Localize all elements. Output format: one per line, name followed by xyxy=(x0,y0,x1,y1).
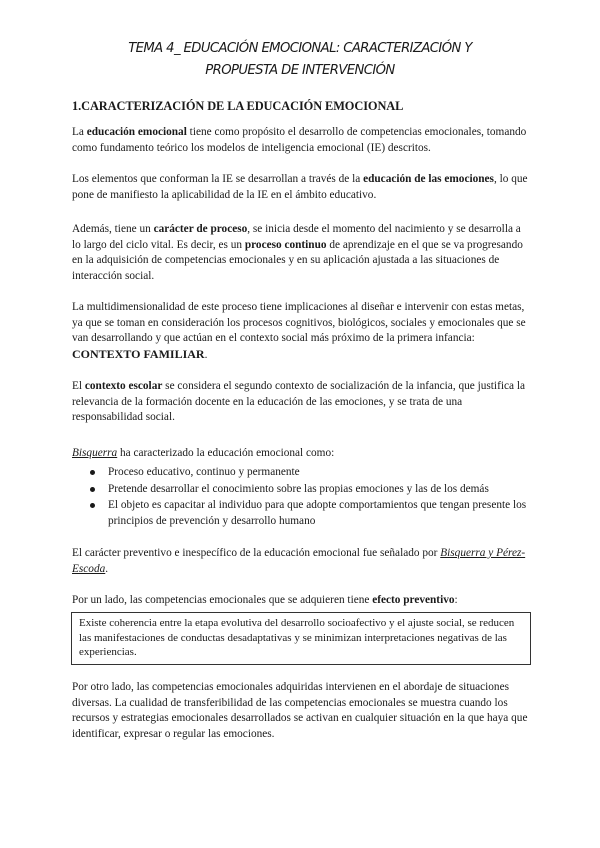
paragraph-8: Por un lado, las competencias emocionales que se adquieren tiene efecto preventivo: xyxy=(72,594,458,606)
author-reference: Bisquerra y Pérez-Escoda xyxy=(72,547,526,575)
paragraph-1: La educación emocional tiene como propósito el desarrollo de competencias emocionales, tomando como fundamento teórico los modelos de inteligencia emocional (IE) descritos. xyxy=(72,126,527,154)
list-item: Proceso educativo, continuo y permanente xyxy=(72,465,532,481)
bold-term: proceso continuo xyxy=(244,238,327,251)
bullet-icon xyxy=(90,470,95,475)
title-line-1: TEMA 4_ EDUCACIÓN EMOCIONAL: CARACTERIZACIÓN Y xyxy=(128,41,472,56)
bold-term: efecto preventivo xyxy=(372,594,455,606)
paragraph-6: Bisquerra ha caracterizado la educación emocional como: xyxy=(72,447,335,459)
author-reference: Bisquerra xyxy=(72,447,118,459)
section-heading: 1.CARACTERIZACIÓN DE LA EDUCACIÓN EMOCIONAL xyxy=(72,99,404,113)
title-line-2: PROPUESTA DE INTERVENCIÓN xyxy=(205,63,395,78)
bold-term: educación de las emociones xyxy=(363,173,494,185)
paragraph-4: La multidimensionalidad de este proceso tiene implicaciones al diseñar e intervenir con estas metas, ya que se toman en consideración los procesos cognitivos, biológicos, sociales y emocionales que se van desarrollando y que actúan en el contexto social más próximo de la primera infancia: CONTEXTO FAMILIAR. xyxy=(72,301,526,361)
paragraph-2: Los elementos que conforman la IE se desarrollan a través de la educación de las emociones, lo que pone de manifiesto la aplicabilidad de la IE en el ámbito educativo. xyxy=(72,173,528,201)
page-title xyxy=(60,38,540,82)
paragraph-7: El carácter preventivo e inespecífico de la educación emocional fue señalado por Bisquerra y Pérez-Escoda. xyxy=(72,547,526,575)
bullet-icon xyxy=(90,503,95,508)
paragraph-5: El contexto escolar se considera el segundo contexto de socialización de la infancia, que justifica la relevancia de la formación docente en la educación de las emociones, y se trata de una responsabilidad social. xyxy=(72,380,525,424)
list-item: Pretende desarrollar el conocimiento sobre las propias emociones y las de los demás xyxy=(72,482,532,498)
bold-term: contexto escolar xyxy=(84,380,163,392)
bold-term: CONTEXTO FAMILIAR xyxy=(72,346,205,361)
boxed-note: Existe coherencia entre la etapa evolutiva del desarrollo socioafectivo y el ajuste social, se reducen las manifestaciones de conductas desadaptativas y se minimizan interpretaciones negativas de las experiencias. xyxy=(71,612,531,665)
bold-term: educación emocional xyxy=(86,126,187,138)
list-item: El objeto es capacitar al individuo para que adopte comportamientos que tengan presente los principios de prevención y desarrollo humano xyxy=(72,498,532,529)
paragraph-3: Además, tiene un carácter de proceso, se inicia desde el momento del nacimiento y se desarrolla a lo largo del ciclo vital. Es decir, es un proceso continuo de aprendizaje en el que se va progresando en la adquisición de competencias emocionales y en su aplicación ajustada a las situaciones de interacción social. xyxy=(72,223,523,282)
bullet-icon xyxy=(90,487,95,492)
bullet-list xyxy=(72,465,532,530)
paragraph-9: Por otro lado, las competencias emocionales adquiridas intervienen en el abordaje de situaciones diversas. La cualidad de transferibilidad de las competencias emocionales se muestra cuando los recursos y estrategias emocionales desarrollados se activan en cualquier situación en la que haya que identificar, expresar o regular las emociones. xyxy=(72,681,528,740)
bold-term: carácter de proceso xyxy=(153,223,248,235)
